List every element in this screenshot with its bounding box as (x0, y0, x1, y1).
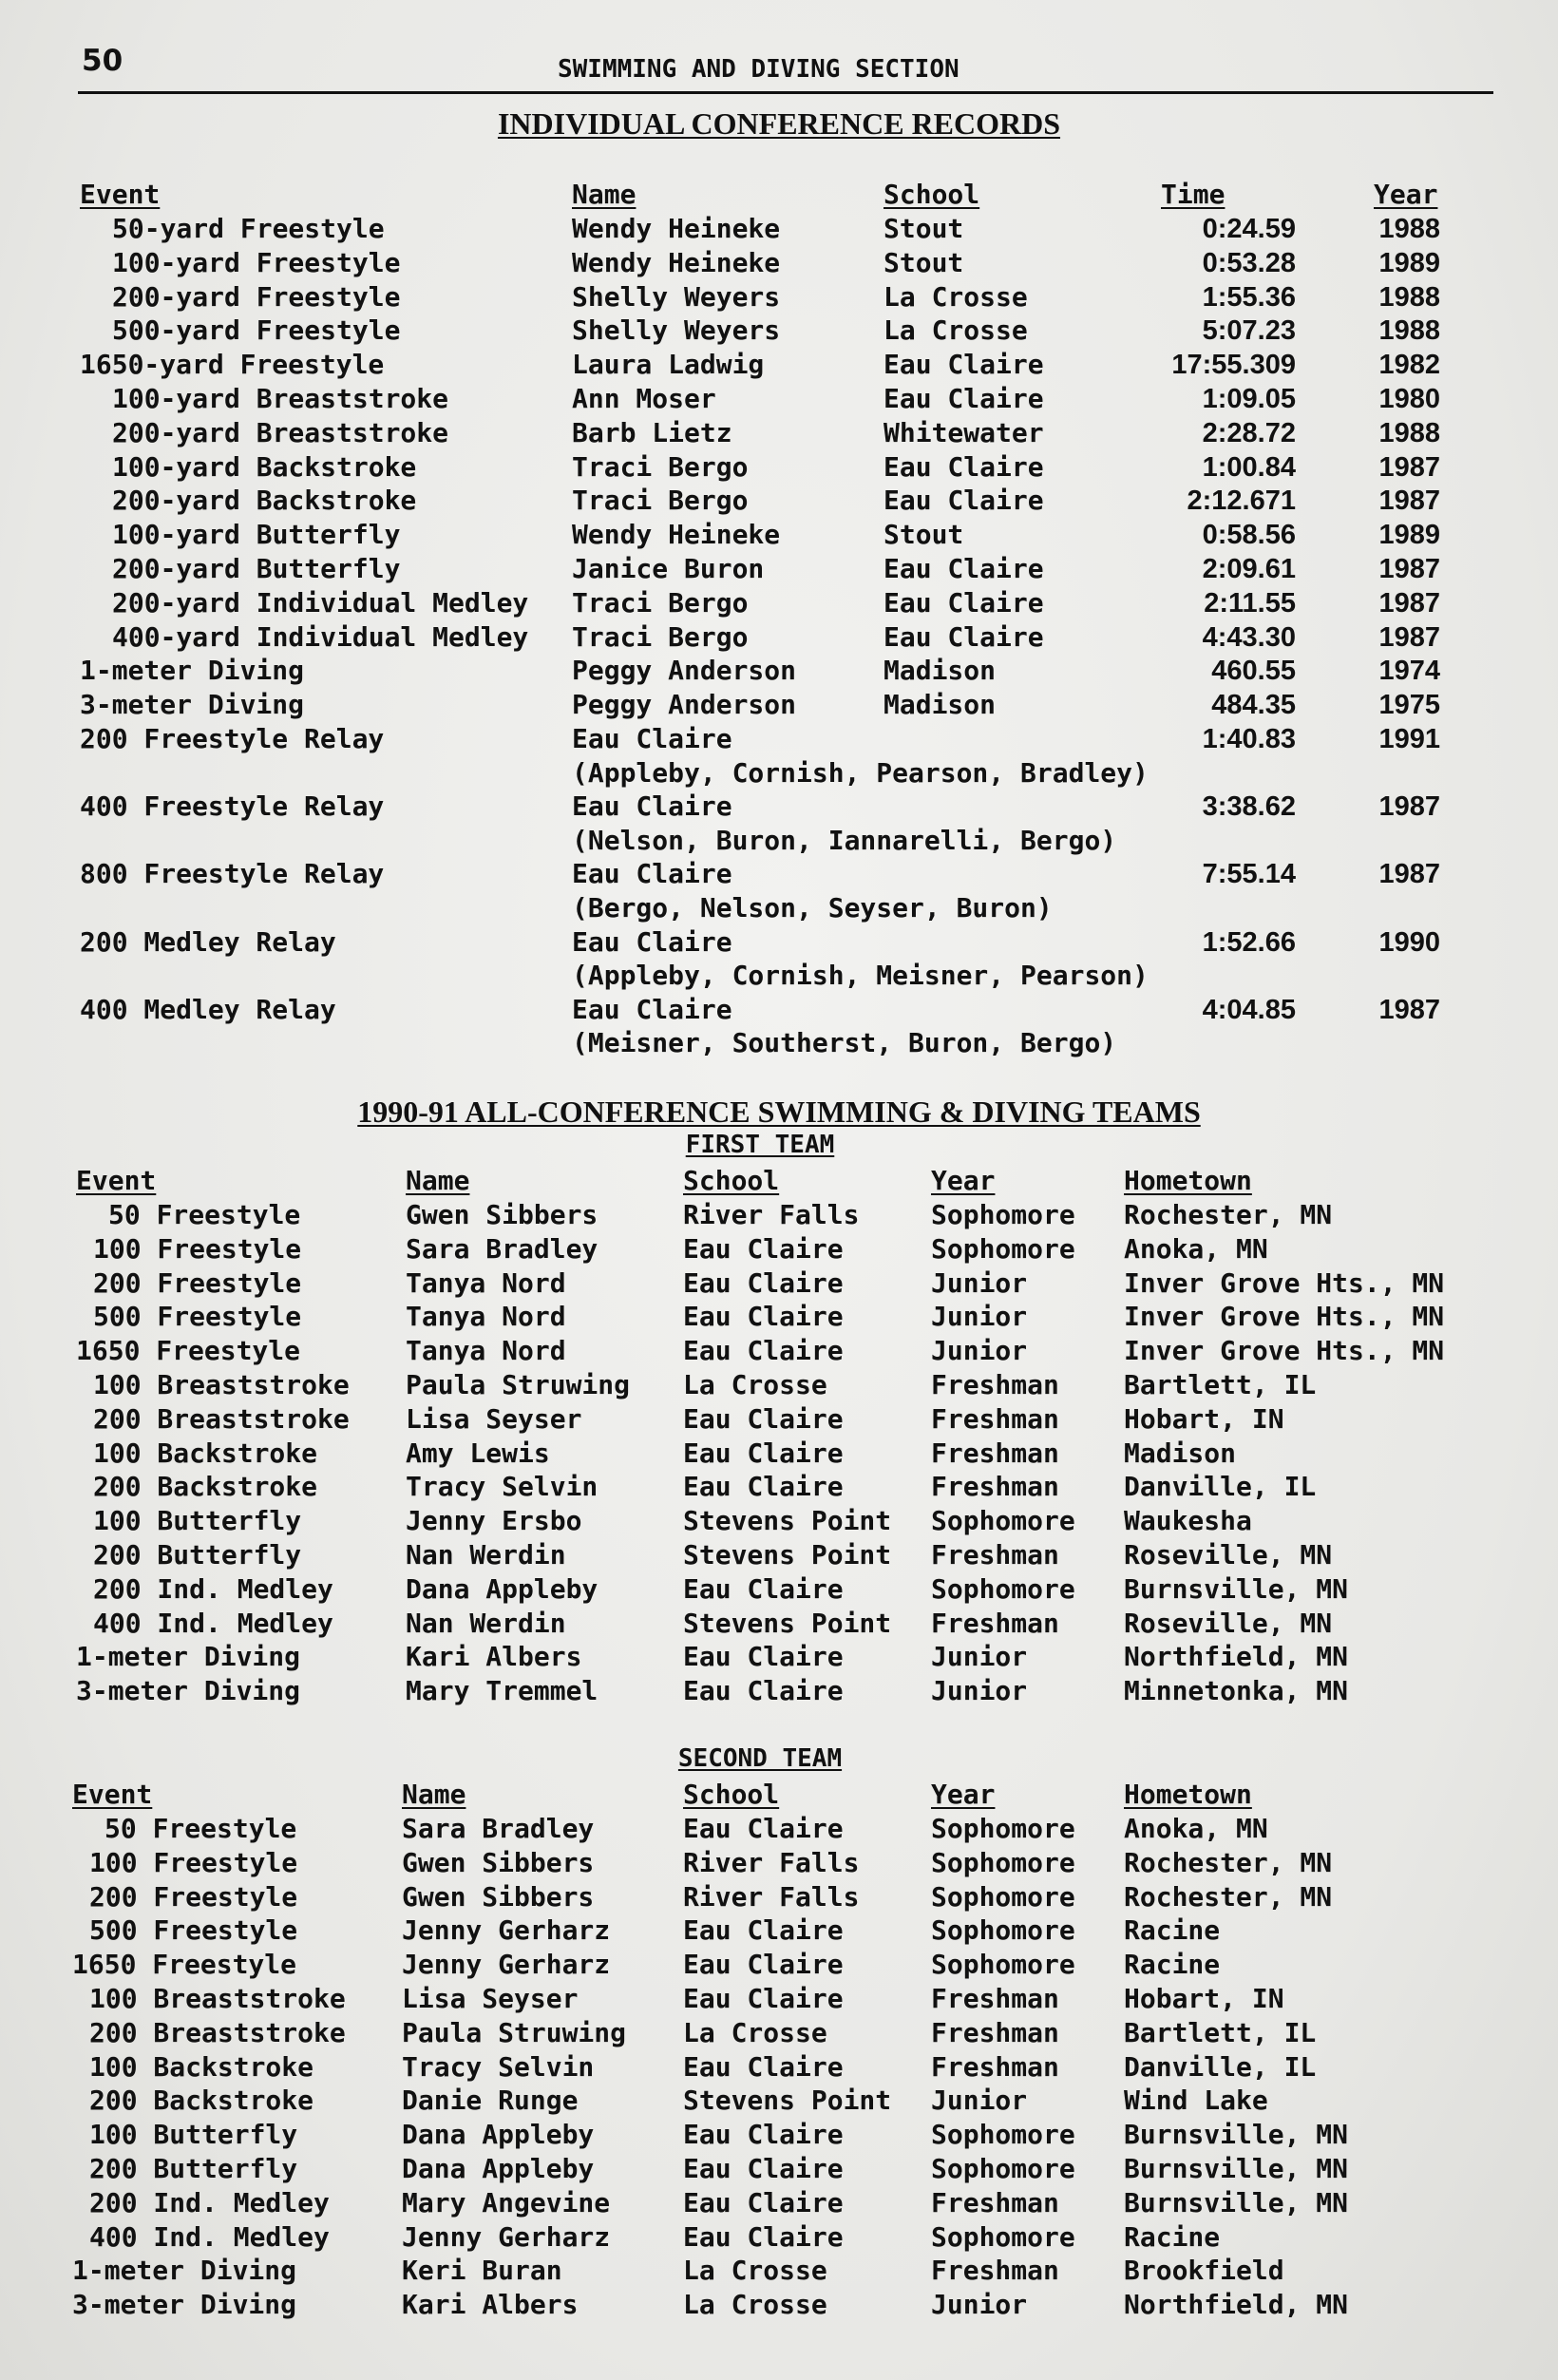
second-team-label: SECOND TEAM (677, 1744, 843, 1773)
record-time: 2:12.671 (1187, 486, 1296, 517)
second-team-header-hometown: Hometown (1124, 1779, 1252, 1810)
team-year: Sophomore (931, 2119, 1075, 2151)
team-school: Eau Claire (683, 1232, 844, 1265)
team-name: Tanya Nord (406, 1335, 566, 1367)
team-name: Paula Struwing (406, 1369, 631, 1400)
team-event: 200 Freestyle (93, 1266, 302, 1299)
relay-time: 1:52.66 (1202, 926, 1296, 958)
team-school: Eau Claire (683, 2220, 844, 2253)
relay-year: 1987 (1378, 994, 1440, 1025)
section-title: SWIMMING AND DIVING SECTION (558, 55, 960, 84)
page-number: 50 (82, 44, 124, 78)
team-event: 100 Freestyle (89, 1846, 298, 1878)
first-team-header-hometown: Hometown (1124, 1165, 1252, 1196)
team-name: Sara Bradley (402, 1813, 595, 1844)
record-time: 17:55.309 (1171, 350, 1296, 381)
team-year: Freshman (931, 2016, 1059, 2048)
team-school: Eau Claire (683, 1335, 844, 1367)
team-year: Sophomore (931, 1914, 1075, 1947)
team-hometown: Inver Grove Hts., MN (1124, 1301, 1445, 1333)
records-title: INDIVIDUAL CONFERENCE RECORDS (497, 106, 1061, 141)
record-event: 200-yard Individual Medley (112, 586, 529, 619)
relay-event: 800 Freestyle Relay (80, 858, 385, 890)
header-rule (78, 91, 1493, 94)
team-year: Junior (931, 2085, 1028, 2117)
team-event: 400 Ind. Medley (93, 1607, 333, 1639)
record-year: 1988 (1378, 315, 1440, 347)
record-time: 1:00.84 (1202, 451, 1296, 483)
team-name: Nan Werdin (406, 1539, 566, 1571)
team-school: Eau Claire (683, 1813, 844, 1844)
record-year: 1982 (1378, 350, 1440, 381)
team-year: Junior (931, 1335, 1028, 1367)
record-time: 484.35 (1211, 690, 1296, 721)
first-team-label: FIRST TEAM (685, 1131, 835, 1159)
team-event: 200 Freestyle (89, 1880, 298, 1913)
record-event: 100-yard Freestyle (112, 246, 401, 278)
team-year: Sophomore (931, 1505, 1075, 1537)
team-year: Freshman (931, 1539, 1059, 1571)
relay-members: (Appleby, Cornish, Pearson, Bradley) (572, 756, 1149, 789)
team-event: 100 Backstroke (89, 2050, 314, 2083)
relay-team: Eau Claire (572, 790, 732, 823)
team-year: Junior (931, 2289, 1028, 2321)
relay-year: 1987 (1378, 791, 1440, 823)
records-header-year: Year (1374, 179, 1438, 210)
team-hometown: Minnetonka, MN (1124, 1675, 1349, 1707)
record-event: 3-meter Diving (80, 689, 305, 721)
team-event: 200 Backstroke (93, 1471, 318, 1503)
team-event: 200 Ind. Medley (89, 2186, 330, 2218)
team-name: Jenny Gerharz (402, 2220, 611, 2253)
record-event: 200-yard Butterfly (112, 553, 401, 584)
record-school: La Crosse (884, 314, 1028, 347)
team-hometown: Rochester, MN (1124, 1199, 1333, 1230)
record-time: 460.55 (1211, 656, 1296, 687)
record-name: Shelly Weyers (572, 280, 781, 313)
team-school: Eau Claire (683, 1914, 844, 1947)
team-school: Stevens Point (683, 1505, 892, 1537)
team-event: 200 Ind. Medley (93, 1572, 333, 1605)
record-year: 1987 (1378, 554, 1440, 584)
record-name: Wendy Heineke (572, 519, 781, 551)
team-event: 500 Freestyle (89, 1914, 298, 1947)
record-time: 1:55.36 (1202, 281, 1296, 313)
team-event: 200 Butterfly (93, 1539, 302, 1571)
team-school: Eau Claire (683, 1402, 844, 1435)
team-school: La Crosse (683, 2289, 827, 2321)
team-school: Eau Claire (683, 1437, 844, 1469)
team-name: Tanya Nord (406, 1301, 566, 1333)
team-hometown: Roseville, MN (1124, 1539, 1333, 1571)
record-name: Traci Bergo (572, 586, 749, 619)
team-hometown: Inver Grove Hts., MN (1124, 1266, 1445, 1299)
team-event: 100 Freestyle (93, 1232, 302, 1265)
record-time: 5:07.23 (1202, 315, 1296, 347)
record-school: Eau Claire (884, 620, 1044, 653)
team-hometown: Danville, IL (1124, 1471, 1317, 1503)
relay-members: (Appleby, Cornish, Meisner, Pearson) (572, 960, 1149, 992)
team-school: River Falls (683, 1199, 860, 1230)
relay-members: (Meisner, Southerst, Buron, Bergo) (572, 1027, 1117, 1059)
team-year: Freshman (931, 2050, 1059, 2083)
team-year: Sophomore (931, 1232, 1075, 1265)
team-year: Sophomore (931, 1199, 1075, 1230)
record-school: Madison (884, 655, 997, 687)
team-name: Jenny Gerharz (402, 1949, 611, 1981)
team-name: Sara Bradley (406, 1232, 598, 1265)
record-event: 200-yard Freestyle (112, 280, 401, 313)
team-event: 200 Breaststroke (93, 1402, 350, 1435)
record-year: 1989 (1378, 520, 1440, 551)
record-name: Janice Buron (572, 553, 765, 584)
record-event: 1650-yard Freestyle (80, 349, 385, 381)
team-school: Eau Claire (683, 2153, 844, 2184)
record-school: Eau Claire (884, 349, 1044, 381)
team-hometown: Racine (1124, 2220, 1221, 2253)
team-name: Amy Lewis (406, 1437, 550, 1469)
team-school: River Falls (683, 1846, 860, 1878)
team-year: Freshman (931, 2255, 1059, 2287)
team-school: Stevens Point (683, 1607, 892, 1639)
relay-event: 400 Medley Relay (80, 993, 336, 1025)
record-name: Shelly Weyers (572, 314, 781, 347)
team-school: La Crosse (683, 2255, 827, 2287)
team-event: 400 Ind. Medley (89, 2220, 330, 2253)
team-hometown: Hobart, IN (1124, 1983, 1284, 2014)
record-name: Wendy Heineke (572, 213, 781, 244)
records-header-school: School (884, 179, 980, 210)
team-event: 100 Butterfly (93, 1505, 302, 1537)
team-year: Freshman (931, 1471, 1059, 1503)
record-name: Peggy Anderson (572, 689, 797, 721)
relay-year: 1991 (1378, 724, 1440, 754)
team-event: 1-meter Diving (72, 2255, 297, 2287)
team-name: Danie Runge (402, 2085, 579, 2117)
record-year: 1987 (1378, 587, 1440, 619)
record-year: 1987 (1378, 621, 1440, 653)
relay-event: 400 Freestyle Relay (80, 790, 385, 823)
team-school: Eau Claire (683, 1572, 844, 1605)
team-hometown: Inver Grove Hts., MN (1124, 1335, 1445, 1367)
second-team-header-name: Name (402, 1779, 466, 1810)
team-event: 3-meter Diving (76, 1675, 301, 1707)
relay-team: Eau Claire (572, 723, 732, 754)
page-header (78, 38, 1493, 95)
record-school: Whitewater (884, 416, 1044, 448)
records-header-name: Name (572, 179, 636, 210)
team-hometown: Northfield, MN (1124, 2289, 1349, 2321)
team-hometown: Bartlett, IL (1124, 1369, 1317, 1400)
team-school: La Crosse (683, 1369, 827, 1400)
record-time: 2:09.61 (1202, 554, 1296, 584)
record-school: Stout (884, 213, 964, 244)
team-name: Dana Appleby (402, 2153, 595, 2184)
allconf-title: 1990-91 ALL-CONFERENCE SWIMMING & DIVING TEAMS (357, 1095, 1201, 1129)
team-name: Jenny Ersbo (406, 1505, 582, 1537)
team-hometown: Rochester, MN (1124, 1846, 1333, 1878)
team-name: Nan Werdin (406, 1607, 566, 1639)
team-name: Kari Albers (402, 2289, 579, 2321)
record-time: 1:09.05 (1202, 384, 1296, 414)
team-school: Eau Claire (683, 2050, 844, 2083)
team-school: Eau Claire (683, 2186, 844, 2218)
record-time: 0:58.56 (1202, 520, 1296, 551)
record-year: 1980 (1378, 384, 1440, 414)
record-year: 1987 (1378, 451, 1440, 483)
team-hometown: Bartlett, IL (1124, 2016, 1317, 2048)
team-year: Junior (931, 1301, 1028, 1333)
second-team-header-event: Event (72, 1779, 153, 1810)
team-school: La Crosse (683, 2016, 827, 2048)
team-year: Sophomore (931, 2220, 1075, 2253)
team-event: 50 Freestyle (108, 1199, 301, 1230)
team-hometown: Racine (1124, 1949, 1221, 1981)
team-year: Sophomore (931, 1949, 1075, 1981)
relay-year: 1987 (1378, 859, 1440, 890)
team-event: 200 Butterfly (89, 2153, 298, 2184)
team-year: Freshman (931, 1437, 1059, 1469)
relay-year: 1990 (1378, 926, 1440, 958)
first-team-header-event: Event (76, 1165, 157, 1196)
team-name: Jenny Gerharz (402, 1914, 611, 1947)
team-year: Junior (931, 1641, 1028, 1673)
record-event: 50-yard Freestyle (112, 213, 385, 244)
record-event: 1-meter Diving (80, 655, 305, 687)
team-event: 100 Breaststroke (93, 1369, 350, 1400)
record-year: 1974 (1378, 656, 1440, 687)
team-year: Sophomore (931, 2153, 1075, 2184)
team-name: Gwen Sibbers (402, 1846, 595, 1878)
team-event: 200 Backstroke (89, 2085, 314, 2117)
record-school: Madison (884, 689, 997, 721)
team-name: Kari Albers (406, 1641, 582, 1673)
relay-members: (Nelson, Buron, Iannarelli, Bergo) (572, 824, 1117, 856)
record-school: Eau Claire (884, 553, 1044, 584)
relay-event: 200 Medley Relay (80, 925, 336, 958)
team-hometown: Brookfield (1124, 2255, 1284, 2287)
team-event: 100 Backstroke (93, 1437, 318, 1469)
record-event: 200-yard Backstroke (112, 485, 417, 517)
team-school: Eau Claire (683, 1949, 844, 1981)
record-year: 1989 (1378, 247, 1440, 278)
team-school: Eau Claire (683, 1675, 844, 1707)
team-school: Stevens Point (683, 1539, 892, 1571)
team-name: Mary Tremmel (406, 1675, 598, 1707)
team-school: Eau Claire (683, 1471, 844, 1503)
record-year: 1988 (1378, 417, 1440, 448)
relay-team: Eau Claire (572, 858, 732, 890)
team-name: Dana Appleby (406, 1572, 598, 1605)
team-hometown: Waukesha (1124, 1505, 1252, 1537)
first-team-header-school: School (683, 1165, 780, 1196)
record-time: 4:43.30 (1202, 621, 1296, 653)
record-name: Traci Bergo (572, 485, 749, 517)
team-year: Freshman (931, 1983, 1059, 2014)
team-hometown: Burnsville, MN (1124, 2119, 1349, 2151)
record-name: Traci Bergo (572, 450, 749, 483)
team-event: 50 Freestyle (104, 1813, 297, 1844)
team-school: Eau Claire (683, 1641, 844, 1673)
team-school: Eau Claire (683, 1266, 844, 1299)
team-year: Junior (931, 1675, 1028, 1707)
team-hometown: Rochester, MN (1124, 1880, 1333, 1913)
record-year: 1988 (1378, 281, 1440, 313)
team-school: River Falls (683, 1880, 860, 1913)
record-name: Laura Ladwig (572, 349, 765, 381)
record-name: Ann Moser (572, 383, 716, 414)
team-event: 500 Freestyle (93, 1301, 302, 1333)
record-school: Stout (884, 246, 964, 278)
record-year: 1988 (1378, 214, 1440, 244)
record-time: 0:53.28 (1202, 247, 1296, 278)
relay-team: Eau Claire (572, 993, 732, 1025)
record-name: Wendy Heineke (572, 246, 781, 278)
records-header-event: Event (80, 179, 161, 210)
team-school: Eau Claire (683, 1983, 844, 2014)
team-hometown: Burnsville, MN (1124, 1572, 1349, 1605)
record-school: Eau Claire (884, 450, 1044, 483)
team-year: Freshman (931, 1402, 1059, 1435)
team-hometown: Northfield, MN (1124, 1641, 1349, 1673)
relay-members: (Bergo, Nelson, Seyser, Buron) (572, 892, 1053, 923)
team-name: Gwen Sibbers (402, 1880, 595, 1913)
team-hometown: Madison (1124, 1437, 1237, 1469)
team-school: Eau Claire (683, 1301, 844, 1333)
record-school: Eau Claire (884, 485, 1044, 517)
team-event: 100 Breaststroke (89, 1983, 346, 2014)
record-time: 2:11.55 (1204, 587, 1296, 619)
relay-time: 3:38.62 (1202, 791, 1296, 823)
record-event: 500-yard Freestyle (112, 314, 401, 347)
team-event: 200 Breaststroke (89, 2016, 346, 2048)
record-school: Stout (884, 519, 964, 551)
team-name: Paula Struwing (402, 2016, 627, 2048)
team-name: Mary Angevine (402, 2186, 611, 2218)
team-hometown: Anoka, MN (1124, 1232, 1268, 1265)
team-year: Freshman (931, 1369, 1059, 1400)
team-event: 1650 Freestyle (72, 1949, 297, 1981)
team-name: Gwen Sibbers (406, 1199, 598, 1230)
record-event: 200-yard Breaststroke (112, 416, 449, 448)
record-event: 100-yard Breaststroke (112, 383, 449, 414)
relay-event: 200 Freestyle Relay (80, 723, 385, 754)
record-time: 0:24.59 (1202, 214, 1296, 244)
team-name: Lisa Seyser (402, 1983, 579, 2014)
record-name: Peggy Anderson (572, 655, 797, 687)
record-time: 2:28.72 (1202, 417, 1296, 448)
team-event: 1650 Freestyle (76, 1335, 301, 1367)
team-event: 3-meter Diving (72, 2289, 297, 2321)
record-name: Traci Bergo (572, 620, 749, 653)
team-year: Sophomore (931, 1572, 1075, 1605)
team-year: Sophomore (931, 1813, 1075, 1844)
team-hometown: Roseville, MN (1124, 1607, 1333, 1639)
team-year: Freshman (931, 2186, 1059, 2218)
team-hometown: Danville, IL (1124, 2050, 1317, 2083)
team-name: Dana Appleby (402, 2119, 595, 2151)
team-hometown: Wind Lake (1124, 2085, 1268, 2117)
team-hometown: Hobart, IN (1124, 1402, 1284, 1435)
team-school: Eau Claire (683, 2119, 844, 2151)
record-name: Barb Lietz (572, 416, 732, 448)
team-name: Keri Buran (402, 2255, 562, 2287)
record-event: 100-yard Backstroke (112, 450, 417, 483)
record-event: 400-yard Individual Medley (112, 620, 529, 653)
first-team-header-name: Name (406, 1165, 470, 1196)
team-hometown: Burnsville, MN (1124, 2186, 1349, 2218)
team-name: Tracy Selvin (406, 1471, 598, 1503)
team-name: Tracy Selvin (402, 2050, 595, 2083)
team-school: Stevens Point (683, 2085, 892, 2117)
team-name: Lisa Seyser (406, 1402, 582, 1435)
team-hometown: Anoka, MN (1124, 1813, 1268, 1844)
team-name: Tanya Nord (406, 1266, 566, 1299)
records-header-time: Time (1161, 179, 1226, 210)
record-school: Eau Claire (884, 586, 1044, 619)
relay-time: 7:55.14 (1202, 859, 1296, 890)
relay-team: Eau Claire (572, 925, 732, 958)
team-year: Freshman (931, 1607, 1059, 1639)
record-event: 100-yard Butterfly (112, 519, 401, 551)
team-hometown: Racine (1124, 1914, 1221, 1947)
second-team-header-school: School (683, 1779, 780, 1810)
record-year: 1987 (1378, 486, 1440, 517)
team-year: Sophomore (931, 1846, 1075, 1878)
record-school: La Crosse (884, 280, 1028, 313)
team-year: Junior (931, 1266, 1028, 1299)
record-school: Eau Claire (884, 383, 1044, 414)
team-year: Sophomore (931, 1880, 1075, 1913)
second-team-header-year: Year (931, 1779, 996, 1810)
relay-time: 1:40.83 (1202, 724, 1296, 754)
team-event: 100 Butterfly (89, 2119, 298, 2151)
team-hometown: Burnsville, MN (1124, 2153, 1349, 2184)
team-event: 1-meter Diving (76, 1641, 301, 1673)
relay-time: 4:04.85 (1202, 994, 1296, 1025)
record-year: 1975 (1378, 690, 1440, 721)
first-team-header-year: Year (931, 1165, 996, 1196)
